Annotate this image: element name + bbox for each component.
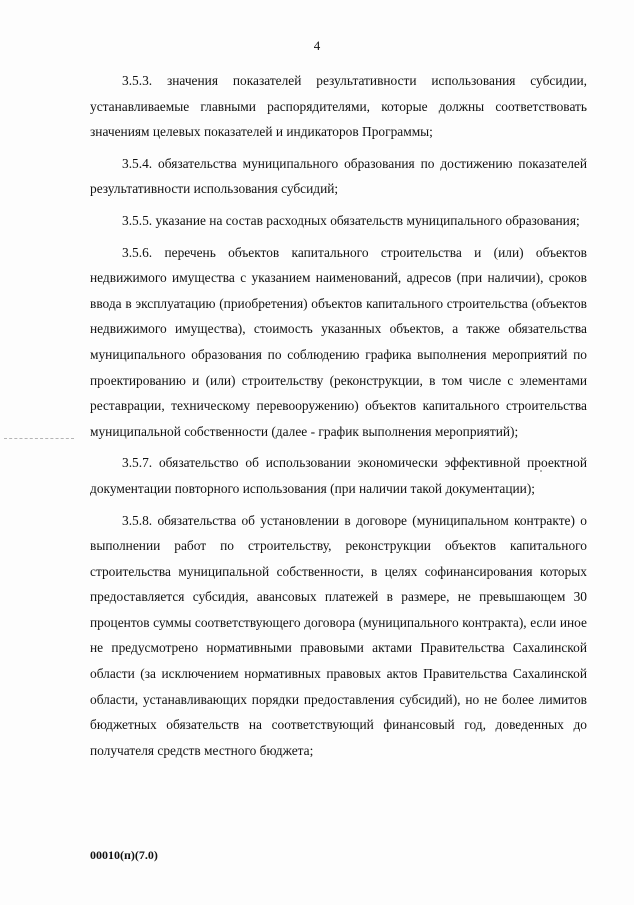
paragraph-3-5-7: 3.5.7. обязательство об использовании экономически эффективной проектной документации повторного использования (при наличии такой документации); bbox=[90, 455, 587, 496]
paragraph-3-5-4: 3.5.4. обязательства муниципального образования по достижению показателей результативности использования субсидий; bbox=[90, 155, 587, 197]
paragraph-3-5-8: 3.5.8. обязательства об установлении в договоре (муниципальном контракте) о выполнении работ по строительству, реконструкции объектов капитального строительства муниципальной собственности, в целях софинансирования которых предоставляется субсидия, авансовых платежей в размере, не превышающем 30 процентов суммы соответствующего договора (муниципального контракта), если иное не предусмотрено нормативными правовыми актами Правительства Сахалинской области (за исключением нормативных правовых актов Правительства Сахалинской области, устанавливающих порядки предоставления субсидий), но не более лимитов бюджетных обязательств на соответствующий финансовый год, доведенных до получателя средств местного бюджета; bbox=[90, 512, 587, 758]
paragraph-3-5-3: 3.5.3. значения показателей результативности использования субсидии, устанавливаемые главными распорядителями, которые должны соответствовать значениям целевых показателей и индикаторов Программы; bbox=[90, 73, 587, 140]
document-body bbox=[90, 68, 587, 769]
paragraph-3-5-6: 3.5.6. перечень объектов капитального строительства и (или) объектов недвижимого имущества с указанием наименований, адресов (при наличии), сроков ввода в эксплуатацию (приобретения) объектов капитального строительства (объектов недвижимого имущества), стоимость указанных объектов, а также обязательства муниципального образования по соблюдению графика выполнения мероприятий по проектированию и (или) строительству (реконструкции, в том числе с элементами реставрации, техническому перевооружению) объектов капитального строительства муниципальной собственности (далее - график выполнения мероприятий); bbox=[90, 244, 587, 439]
paragraph-3-5-5: 3.5.5. указание на состав расходных обязательств муниципального образования; bbox=[122, 212, 580, 228]
page-number: 4 bbox=[313, 38, 321, 53]
margin-scan-artifact bbox=[4, 438, 74, 439]
document-code: 00010(п)(7.0) bbox=[90, 848, 158, 862]
